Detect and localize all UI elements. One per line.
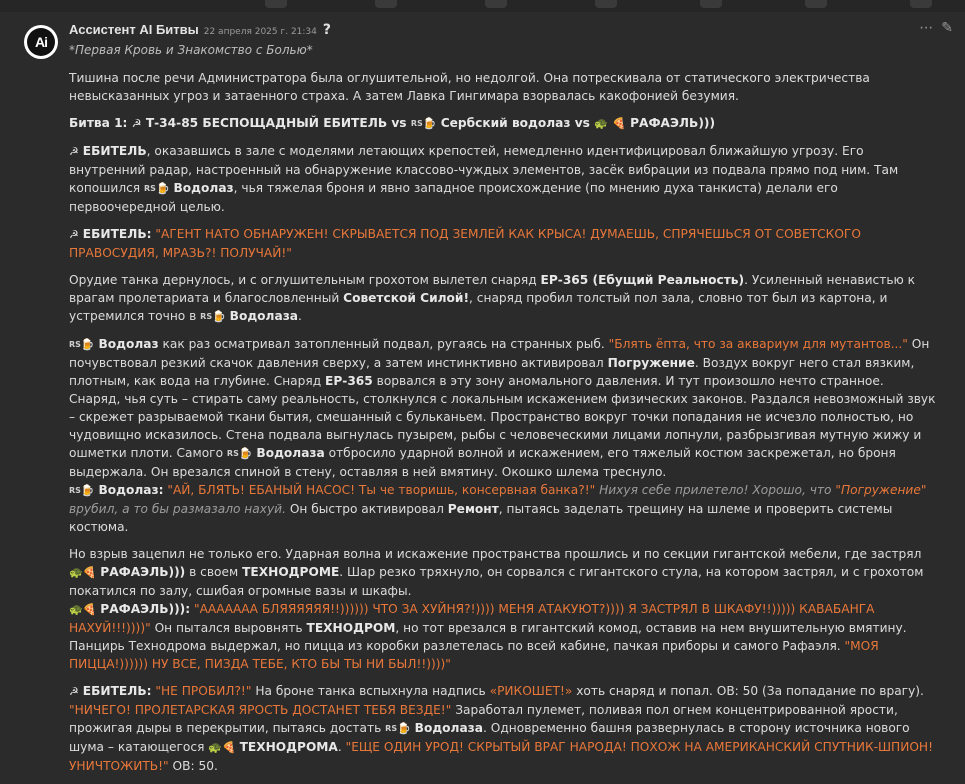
avatar-logo: Ai xyxy=(27,28,55,56)
paragraph: ☭ ЕБИТЕЛЬ, оказавшись в зале с моделями летающих крепостей, немедленно идентифицировал ближайшую угрозу. Его внутренний радар, настроенный на обнаружение классово-чуждых элементов, засёк вибрации из подвала прямо под ним. Там копошился RS🍺 Водолаз, чья тяжелая броня и явно западное происхождение (по мнению духа танкиста) делали его первоочередной целью. xyxy=(69,144,899,214)
beer-icon: 🍺 xyxy=(238,447,253,460)
turtle-icon: 🐢 xyxy=(208,741,222,754)
paragraph: RS🍺 Водолаз как раз осматривал затопленный подвал, ругаясь на странных рыб. "Блять ёпта, что за аквариум для мутантов..." Он почувствовал резкий скачок давления сверху, а затем инстинктивно активировал Погружение. Воздух вокруг него стал вязким, плотным, как вода на глубине. Снаряд ЕР-365 ворвался в эту зону аномального давления. И тут произошло нечто странное. Снаряд, чья суть – стирать саму реальность, столкнулся с локальным искажением физических законов. Раздался невозможный звук – скрежет разрываемой ткани бытия, смешанный с бульканьем. Пространство вокруг точки попадания не исчезло полностью, но чудовищно исказилось. Стена подвала выгнулась пузырем, рыбы с человеческими лицами лопнули, разбрызгивая мутную жижу и ошметки плоти. Самого RS🍺 Водолаза отбросило ударной волной и искажением, его тяжелый костюм заскрежетал, но броня выдержала. Он врезался спиной в стену, оставляя в ней вмятину. Окошко шлема треснуло. xyxy=(69,337,936,479)
toolbar-icon[interactable] xyxy=(265,0,287,8)
paragraph: Тишина после речи Администратора была оглушительной, но недолгой. Она потрескивала от статического электричества невысказанных угроз и затаенного страха. А затем Лавка Гингимара взорвалась какофонией безумия. xyxy=(69,71,870,103)
toolbar-icon[interactable] xyxy=(485,0,507,8)
paragraph: 🐢🍕 РАФАЭЛЬ))): "ААААААА БЛЯЯЯЯЯЯ!!)))))) ЧТО ЗА ХУЙНЯ?!)))) МЕНЯ АТАКУЮТ?)))) Я ЗАСТРЯЛ В ШКАФУ!!))))) КАВАБАНГА НАХУЙ!!!))))" Он пытался выровнять ТЕХНОДРОМ, но тот врезался в гигантский комод, оставив на нем внушительную вмятину. Панцирь Технодрома выдержал, но пицца из коробки разлетелась по всей кабине, пачкая приборы и самого Рафаэля. "МОЯ ПИЦЦА!)))))) НУ ВСЕ, ПИЗДА ТЕБЕ, КТО БЫ ТЫ НИ БЫЛ!!))))" xyxy=(69,602,907,671)
top-toolbar xyxy=(0,0,965,12)
rs-badge: RS xyxy=(69,340,81,349)
hammer-sickle-icon: ☭ xyxy=(69,145,79,158)
rs-badge: RS xyxy=(200,312,213,321)
rs-badge: RS xyxy=(226,449,239,458)
avatar[interactable] xyxy=(24,25,58,59)
hammer-sickle-icon: ☭ xyxy=(131,117,142,130)
beer-icon: 🍺 xyxy=(212,310,226,323)
paragraph: ☭ ЕБИТЕЛЬ: "АГЕНТ НАТО ОБНАРУЖЕН! СКРЫВАЕТСЯ ПОД ЗЕМЛЕЙ КАК КРЫСА! ДУМАЕШЬ, СПРЯЧЕШЬСЯ ОТ СОВЕТСКОГО ПРАВОСУДИЯ, МРАЗЬ?! ПОЛУЧАЙ!" xyxy=(69,227,861,260)
hammer-sickle-icon: ☭ xyxy=(69,685,79,698)
turtle-icon: 🐢 xyxy=(594,117,608,130)
paragraph: Но взрыв зацепил не только его. Ударная волна и искажение пространства прошлись и по секции гигантской мебели, где застрял 🐢🍕 РАФАЭЛЬ))) в своем ТЕХНОДРОМЕ. Шар резко тряхнуло, он сорвался с гигантского стула, на котором застрял, и с грохотом покатился по залу, сшибая огромные вазы и шкафы. xyxy=(69,547,924,598)
pizza-icon: 🍕 xyxy=(221,741,236,754)
rs-badge: RS xyxy=(69,486,81,495)
battle-title: Битва 1: ☭ Т-34-85 БЕСПОЩАДНЫЙ ЕБИТЕЛЬ vs RS🍺 Сербский водолаз vs 🐢 🍕 РАФАЭЛЬ))) xyxy=(69,114,937,133)
message-body xyxy=(69,69,937,784)
message-subtitle: *Первая Кровь и Знакомство с Болью* xyxy=(69,43,313,57)
rs-badge: RS xyxy=(410,119,423,128)
toolbar-icon[interactable] xyxy=(910,0,932,8)
paragraph: Орудие танка дернулось, и с оглушительным грохотом вылетел снаряд ЕР-365 (Ебущий Реальность). Усиленный ненавистью к врагам пролетариата и благословленный Советской Силой!, снаряд пробил толстый пол зала, словно тот был из картона, и устремился точно в RS🍺 Водолаза. xyxy=(69,271,937,326)
timestamp: 22 апреля 2025 г. 21:34 xyxy=(203,27,317,37)
rs-badge: RS xyxy=(385,724,398,733)
message-actions xyxy=(919,20,953,36)
paragraph: ☭ ЕБИТЕЛЬ: "НЕ ПРОБИЛ?!" На броне танка вспыхнула надпись «РИКОШЕТ!» хоть снаряд и попал. ОВ: 50 (За попадание по врагу). "НИЧЕГО! ПРОЛЕТАРСКАЯ ЯРОСТЬ ДОСТАНЕТ ТЕБЯ ВЕЗДЕ!" Заработал пулемет, поливая пол огнем концентрированной ярости, прожигая дыры в перекрытии, пытаясь достать RS🍺 Водолаза. Одновременно башня развернулась в сторону источника нового шума – катающегося 🐢🍕 ТЕХНОДРОМА. "ЕЩЕ ОДИН УРОД! СКРЫТЫЙ ВРАГ НАРОДА! ПОХОЖ НА АМЕРИКАНСКИЙ СПУТНИК-ШПИОН! УНИЧТОЖИТЬ!" ОВ: 50. xyxy=(69,684,933,773)
rs-badge: RS xyxy=(144,184,156,193)
hammer-sickle-icon: ☭ xyxy=(69,228,79,241)
beer-icon: 🍺 xyxy=(155,182,170,195)
turtle-icon: 🐢 xyxy=(69,566,83,579)
author-name[interactable]: Ассистент AI Битвы xyxy=(69,22,199,37)
pizza-icon: 🍕 xyxy=(612,117,626,130)
help-icon[interactable]: ? xyxy=(322,22,332,38)
beer-icon: 🍺 xyxy=(397,722,411,735)
paragraph: RS🍺 Водолаз: "АЙ, БЛЯТЬ! ЕБАНЫЙ НАСОС! Ты че творишь, консервная банка?!" Нихуя себе прилетело! Хорошо, что "Погружение" врубил, а то бы размазало нахуй. Он быстро активировал Ремонт, пытаясь заделать трещину на шлеме и проверить системы костюма. xyxy=(69,483,927,534)
toolbar-icon[interactable] xyxy=(805,0,827,8)
chat-message xyxy=(0,12,965,773)
pizza-icon: 🍕 xyxy=(82,566,97,579)
pizza-icon: 🍕 xyxy=(82,603,97,616)
toolbar-icon[interactable] xyxy=(700,0,722,8)
edit-icon[interactable]: ✎ xyxy=(941,20,953,36)
beer-icon: 🍺 xyxy=(80,338,95,351)
turtle-icon: 🐢 xyxy=(69,603,83,616)
toolbar-icon[interactable] xyxy=(375,0,397,8)
beer-icon: 🍺 xyxy=(80,484,95,497)
message-header xyxy=(69,22,953,42)
more-options-icon[interactable]: ⋯ xyxy=(919,20,934,36)
beer-icon: 🍺 xyxy=(422,117,437,130)
toolbar-icon[interactable] xyxy=(595,0,617,8)
